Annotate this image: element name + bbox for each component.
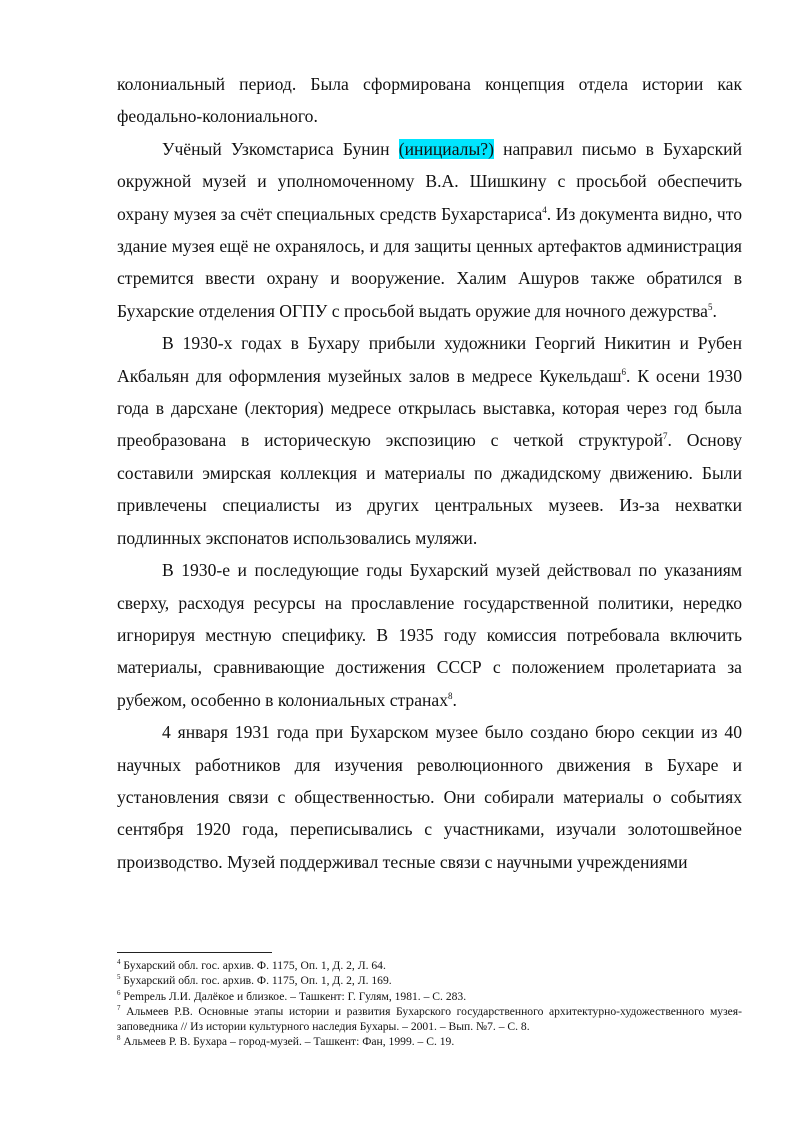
footnote-number: 7 bbox=[117, 1004, 121, 1013]
footnote-text: Альмеев Р.В. Основные этапы истории и развития Бухарского государственного архитектурно-художественного музея-заповедника // Из истории культурного наследия Бухары. – 2001. – Вып. №7. – С. 8. bbox=[117, 1004, 742, 1034]
paragraph-continuation: колониальный период. Была сформирована концепция отдела истории как феодально-колониального. bbox=[117, 74, 742, 127]
footnote-number: 8 bbox=[117, 1034, 121, 1043]
footnote-text: Бухарский обл. гос. архив. Ф. 1175, Оп. 1, Д. 2, Л. 169. bbox=[120, 974, 392, 988]
paragraph-policy bbox=[117, 554, 742, 716]
footnotes bbox=[117, 958, 742, 1050]
paragraph-text: . bbox=[712, 300, 717, 321]
footnote-number: 6 bbox=[117, 988, 121, 997]
footnote-text: Бухарский обл. гос. архив. Ф. 1175, Оп. 1, Д. 2, Л. 64. bbox=[120, 959, 386, 972]
footnote-ref[interactable]: 8 bbox=[448, 690, 453, 701]
footnote-separator bbox=[117, 952, 272, 953]
highlighted-comment: (инициалы?) bbox=[398, 138, 494, 159]
paragraph-bunin bbox=[117, 133, 742, 327]
footnote-ref[interactable]: 6 bbox=[621, 366, 627, 377]
document-body bbox=[117, 68, 742, 878]
footnote-ref[interactable]: 7 bbox=[663, 431, 668, 442]
footnote bbox=[117, 973, 742, 988]
footnote bbox=[117, 1034, 742, 1049]
paragraph-text: . bbox=[452, 689, 457, 710]
paragraph-text: . К осени 1930 года в дарсхане (лектория) медресе открылась выставка, которая через год была преобразована в историческую экспозицию с четкой структурой bbox=[117, 365, 743, 451]
footnote-ref[interactable]: 4 bbox=[542, 204, 547, 215]
footnote bbox=[117, 989, 742, 1004]
paragraph-text: В 1930-х годах в Бухару прибыли художники Георгий Никитин и Рубен Акбальян для оформления музейных залов в медресе Кукельдаш bbox=[117, 333, 742, 386]
footnote-text: Альмеев Р. В. Бухара – город-музей. – Ташкент: Фан, 1999. – С. 19. bbox=[120, 1035, 455, 1049]
paragraph-artists bbox=[117, 327, 742, 554]
footnote bbox=[117, 958, 742, 973]
footnote bbox=[117, 1004, 742, 1035]
paragraph-text: . Из документа видно, что здание музея ещё не охранялось, и для защиты ценных артефактов администрация стремится ввести охрану и вооружение. Халим Ашуров также обратился в Бухарские отделения ОГПУ с просьбой выдать оружие для ночного дежурства bbox=[117, 203, 743, 321]
footnote-number: 4 bbox=[117, 958, 121, 967]
paragraph-text: Учёный Узкомстариса Бунин bbox=[162, 138, 399, 159]
footnote-text: Рempель Л.И. Далёкое и близкое. – Ташкент: Г. Гулям, 1981. – С. 283. bbox=[120, 989, 467, 1003]
paragraph-text: В 1930-е и последующие годы Бухарский музей действовал по указаниям сверху, расходуя ресурсы на прославление государственной политики, нередко игнорируя местную специфику. В 1935 году комиссия потребовала включить материалы, сравнивающие достижения СССР с положением пролетариата за рубежом, особенно в колониальных странах bbox=[117, 560, 742, 710]
paragraph-bureau: 4 января 1931 года при Бухарском музее было создано бюро секции из 40 научных работников для изучения революционного движения в Бухаре и установления связи с общественностью. Они собирали материалы о событиях сентября 1920 года, переписывались с участниками, изучали золотошвейное производство. Музей поддерживал тесные связи с научными учреждениями bbox=[117, 722, 742, 872]
footnote-number: 5 bbox=[117, 973, 121, 982]
footnote-ref[interactable]: 5 bbox=[707, 301, 713, 312]
paragraph-text: . Основу составили эмирская коллекция и материалы по джадидскому движению. Были привлечены специалисты из других центральных музеев. Из-за нехватки подлинных экспонатов использовались муляжи. bbox=[117, 430, 743, 548]
paragraph-text: направил письмо в Бухарский окружной музей и уполномоченному В.А. Шишкину с просьбой обеспечить охрану музея за счёт специальных средств Бухарстариса bbox=[117, 138, 742, 224]
